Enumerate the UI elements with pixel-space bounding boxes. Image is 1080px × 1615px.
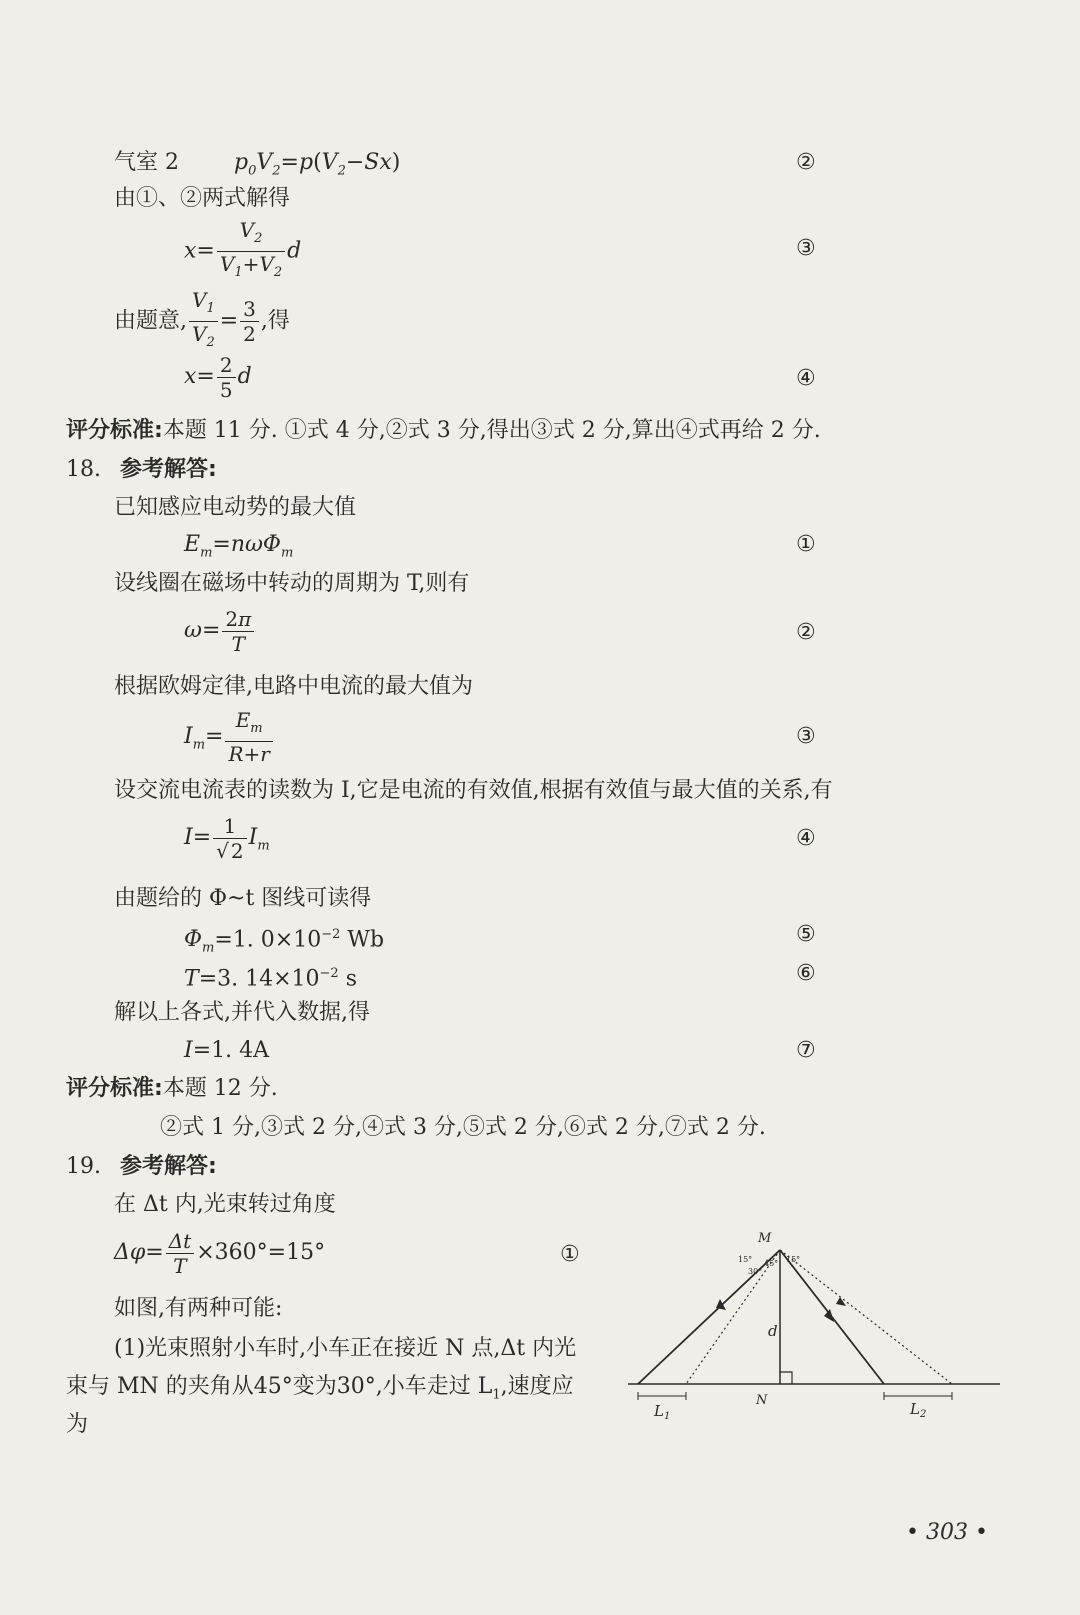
scoring-text: 本题 11 分. ①式 4 分,②式 3 分,得出③式 2 分,算出④式再给 2 分. — [162, 418, 821, 443]
solve-text: 由①、②两式解得 — [114, 186, 291, 211]
label-L1: $L_1$ — [654, 1402, 671, 1422]
angle-15-right: 15° — [786, 1255, 801, 1264]
chamber2-line — [114, 148, 400, 186]
scoring-detail: ②式 1 分,③式 2 分,④式 3 分,⑤式 2 分,⑥式 2 分,⑦式 2 分. — [160, 1115, 766, 1140]
q18-text-3: 根据欧姆定律,电路中电流的最大值为 — [114, 674, 473, 699]
q19-text-4-sub: 1 — [492, 1387, 501, 1403]
q19-text-4a: 束与 MN 的夹角从45°变为30°,小车走过 L — [66, 1374, 493, 1399]
label-M: M — [758, 1231, 772, 1246]
scoring-text: 本题 12 分. — [162, 1076, 278, 1101]
q19-heading — [66, 1152, 217, 1182]
period-value: 3. 14×10 — [217, 966, 320, 992]
eq-number: ④ — [796, 826, 816, 851]
scoring-label: 评分标准: — [66, 418, 163, 443]
question-number: 19. — [66, 1154, 101, 1179]
angle-30: 30° — [748, 1267, 763, 1276]
arrow-right — [824, 1309, 834, 1322]
q19-text-3: (1)光束照射小车时,小车正在接近 N 点,Δt 内光 — [114, 1336, 577, 1361]
answer-heading: 参考解答: — [120, 1154, 217, 1179]
label-L2: $L_2$ — [910, 1400, 927, 1420]
eq-number: ② — [796, 150, 816, 175]
page-number: • 303 • — [906, 1520, 988, 1545]
arrow-right-dotted — [836, 1297, 846, 1306]
eq-Em: $E_m=n\omega\Phi_m$ — [184, 532, 294, 561]
eq-delta-phi: Δφ= $\frac{\Delta t}{T}$ ×360°=15° — [114, 1228, 326, 1278]
given-line: 由题意, $\frac{V_1}{V_2}$ = $\frac{3}{2}$ ,得 — [114, 288, 290, 350]
eq-number: ④ — [796, 366, 816, 391]
label-d: d — [768, 1322, 778, 1340]
angle-result: ×360°=15° — [196, 1240, 326, 1265]
eq-Im: $I_m=$ $\frac{E_m}{R+r}$ — [184, 708, 275, 772]
eq-I-rms: I= $\frac{1}{√ 2}$ $I_m$ — [184, 813, 270, 863]
phi-value: 1. 0×10 — [232, 927, 322, 953]
answer-heading: 参考解答: — [120, 457, 217, 482]
eq-number: ① — [560, 1242, 580, 1267]
eq-x-ratio: x= $\frac{V_2}{V_1+V_2}$ d — [184, 218, 302, 280]
angle-45: 45° — [764, 1259, 779, 1268]
q18-text-5: 由题给的 Φ~t 图线可读得 — [114, 886, 372, 911]
eq-x-result: x= $\frac{2}{5}$ d — [184, 352, 252, 402]
period-exp: −2 — [319, 966, 339, 981]
q18-text-4: 设交流电流表的读数为 I,它是电流的有效值,根据有效值与最大值的关系,有 — [114, 778, 833, 803]
q18-scoring — [66, 1074, 278, 1104]
eq-chamber2: $p_0V_2=p(V_2-Sx)$ — [234, 150, 401, 179]
given-prefix: 由题意, — [114, 308, 187, 334]
period-unit: s — [338, 966, 357, 992]
scoring-label: 评分标准: — [66, 1076, 163, 1101]
phi-exp: −2 — [321, 927, 341, 942]
chamber2-label: 气室 2 — [114, 150, 179, 175]
q18-text-6: 解以上各式,并代入数据,得 — [114, 1000, 370, 1025]
q19-text-1: 在 Δt 内,光束转过角度 — [114, 1192, 336, 1217]
beam-right-dotted — [780, 1250, 952, 1384]
q18-text-2: 设线圈在磁场中转动的周期为 T,则有 — [114, 571, 470, 596]
eq-omega: ω= $\frac{2\pi}{T}$ — [184, 604, 256, 658]
eq-number: ⑦ — [796, 1038, 816, 1063]
eq-number: ② — [796, 620, 816, 645]
eq-I-result: I=1. 4A — [184, 1038, 270, 1063]
q18-heading — [66, 455, 217, 485]
q19-text-2: 如图,有两种可能: — [114, 1296, 283, 1321]
light-beam-figure — [628, 1226, 1008, 1426]
beam-left-dotted — [686, 1250, 780, 1384]
eq-number: ⑤ — [796, 922, 816, 947]
eq-number: ③ — [796, 236, 816, 261]
eq-period: T=3. $14\times 10^{-2}$ s — [184, 966, 357, 992]
right-angle-mark — [780, 1372, 792, 1384]
given-suffix: ,得 — [260, 308, 290, 334]
eq-phi-m: $\Phi_m=1$. $0\times 10^{-2}$ Wb — [184, 927, 385, 956]
q19-text-4b: ,速度应 — [500, 1374, 574, 1399]
eq-number: ① — [796, 532, 816, 557]
q17-scoring — [66, 416, 821, 446]
question-number: 18. — [66, 457, 101, 482]
current-value: 1. 4A — [211, 1038, 270, 1063]
q19-text-5: 为 — [66, 1412, 89, 1437]
eq-number: ③ — [796, 724, 816, 749]
phi-unit: Wb — [340, 927, 385, 953]
angle-15-left: 15° — [738, 1255, 753, 1264]
label-N: N — [756, 1393, 768, 1408]
q18-text-1: 已知感应电动势的最大值 — [114, 495, 357, 520]
q19-text-4 — [66, 1372, 574, 1410]
eq-number: ⑥ — [796, 961, 816, 986]
